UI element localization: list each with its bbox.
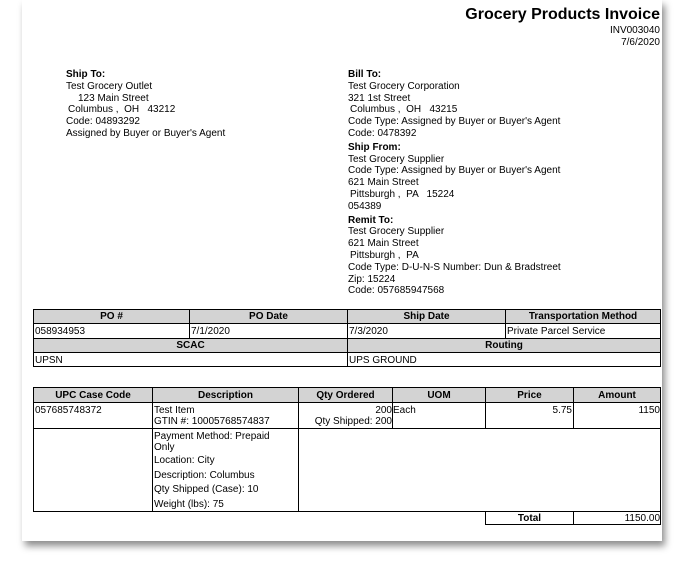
- ship-from-label: Ship From:: [348, 141, 401, 153]
- bill-to-block: [348, 69, 561, 297]
- detail-line: Payment Method: Prepaid: [154, 431, 270, 442]
- ship-to-line: Columbus , OH 43212: [68, 104, 176, 116]
- divider: [189, 310, 190, 338]
- detail-line: Weight (lbs): 75: [154, 499, 224, 510]
- description-value: Test Item: [154, 405, 195, 416]
- total-row: [485, 511, 661, 525]
- divider: [34, 428, 660, 429]
- bill-to-line: Columbus , OH 43215: [350, 104, 458, 116]
- price-value: 5.75: [552, 405, 572, 416]
- ship-to-block: [66, 69, 225, 140]
- divider: [152, 388, 153, 511]
- order-info-table: [33, 309, 661, 367]
- ship-date-header: Ship Date: [348, 311, 505, 322]
- remit-to-line: 621 Main Street: [348, 238, 419, 250]
- ship-to-label: Ship To:: [66, 69, 106, 80]
- po-date-value: 7/1/2020: [191, 326, 230, 337]
- detail-line: Only: [154, 442, 175, 453]
- bill-to-line: Code Type: Assigned by Buyer or Buyer's Agent: [348, 116, 561, 128]
- amount-value: 1150: [638, 405, 660, 416]
- po-date-header: PO Date: [190, 311, 347, 322]
- ship-from-line: Pittsburgh , PA 15224: [350, 188, 455, 200]
- invoice-number: INV003040: [609, 25, 660, 36]
- divider: [34, 402, 660, 403]
- divider: [573, 388, 574, 428]
- qty-ordered-value: 200: [375, 405, 392, 416]
- remit-to-line: Code Type: D-U-N-S Number: Dun & Bradstreet: [348, 261, 561, 273]
- bill-to-line: 321 1st Street: [348, 92, 411, 104]
- remit-to-line: Pittsburgh , PA: [350, 249, 419, 261]
- uom-value: Each: [393, 405, 416, 416]
- detail-line: Qty Shipped (Case): 10: [154, 484, 259, 495]
- ship-to-line: Test Grocery Outlet: [66, 80, 153, 92]
- ship-from-line: 054389: [348, 200, 382, 212]
- ship-from-line: Test Grocery Supplier: [348, 153, 445, 165]
- ship-to-line: Code: 04893292: [66, 116, 140, 128]
- invoice-title: Grocery Products Invoice: [465, 6, 660, 23]
- scac-header: SCAC: [34, 340, 347, 351]
- bill-to-label: Bill To:: [348, 69, 382, 80]
- remit-to-line: Test Grocery Supplier: [348, 226, 445, 238]
- transportation-method-value: Private Parcel Service: [507, 326, 606, 337]
- invoice-date: 7/6/2020: [621, 37, 660, 48]
- divider: [298, 388, 299, 511]
- remit-to-line: Zip: 15224: [348, 273, 396, 285]
- line-items-table: [33, 387, 661, 512]
- bill-to-line: Test Grocery Corporation: [348, 80, 460, 92]
- qty-shipped-value: Qty Shipped: 200: [314, 416, 392, 427]
- total-label: Total: [517, 513, 542, 524]
- upc-value: 057685748372: [35, 405, 102, 416]
- uom-header: UOM: [393, 390, 485, 401]
- ship-to-line: Assigned by Buyer or Buyer's Agent: [66, 127, 226, 139]
- ship-date-value: 7/3/2020: [349, 326, 388, 337]
- divider: [392, 388, 393, 428]
- remit-to-line: Code: 057685947568: [348, 285, 445, 297]
- po-number-value: 058934953: [35, 326, 86, 337]
- price-header: Price: [486, 390, 573, 401]
- description-header: Description: [153, 390, 298, 401]
- upc-header: UPC Case Code: [34, 390, 152, 401]
- ship-from-line: 621 Main Street: [348, 177, 419, 189]
- divider: [347, 310, 348, 366]
- ship-to-line: 123 Main Street: [78, 92, 149, 104]
- bill-to-line: Code: 0478392: [348, 127, 417, 139]
- detail-line: Location: City: [154, 455, 215, 466]
- divider: [505, 310, 506, 338]
- scac-value: UPSN: [35, 355, 63, 366]
- divider: [485, 388, 486, 428]
- remit-to-label: Remit To:: [348, 214, 394, 226]
- po-number-header: PO #: [34, 311, 189, 322]
- transportation-method-header: Transportation Method: [506, 311, 660, 322]
- gtin-value: GTIN #: 10005768574837: [154, 416, 270, 427]
- routing-header: Routing: [348, 340, 660, 351]
- ship-from-line: Code Type: Assigned by Buyer or Buyer's Agent: [348, 165, 561, 177]
- routing-value: UPS GROUND: [349, 355, 417, 366]
- detail-line: Description: Columbus: [154, 470, 255, 481]
- amount-header: Amount: [574, 390, 660, 401]
- total-value: 1150.00: [624, 513, 660, 524]
- qty-ordered-header: Qty Ordered: [299, 390, 392, 401]
